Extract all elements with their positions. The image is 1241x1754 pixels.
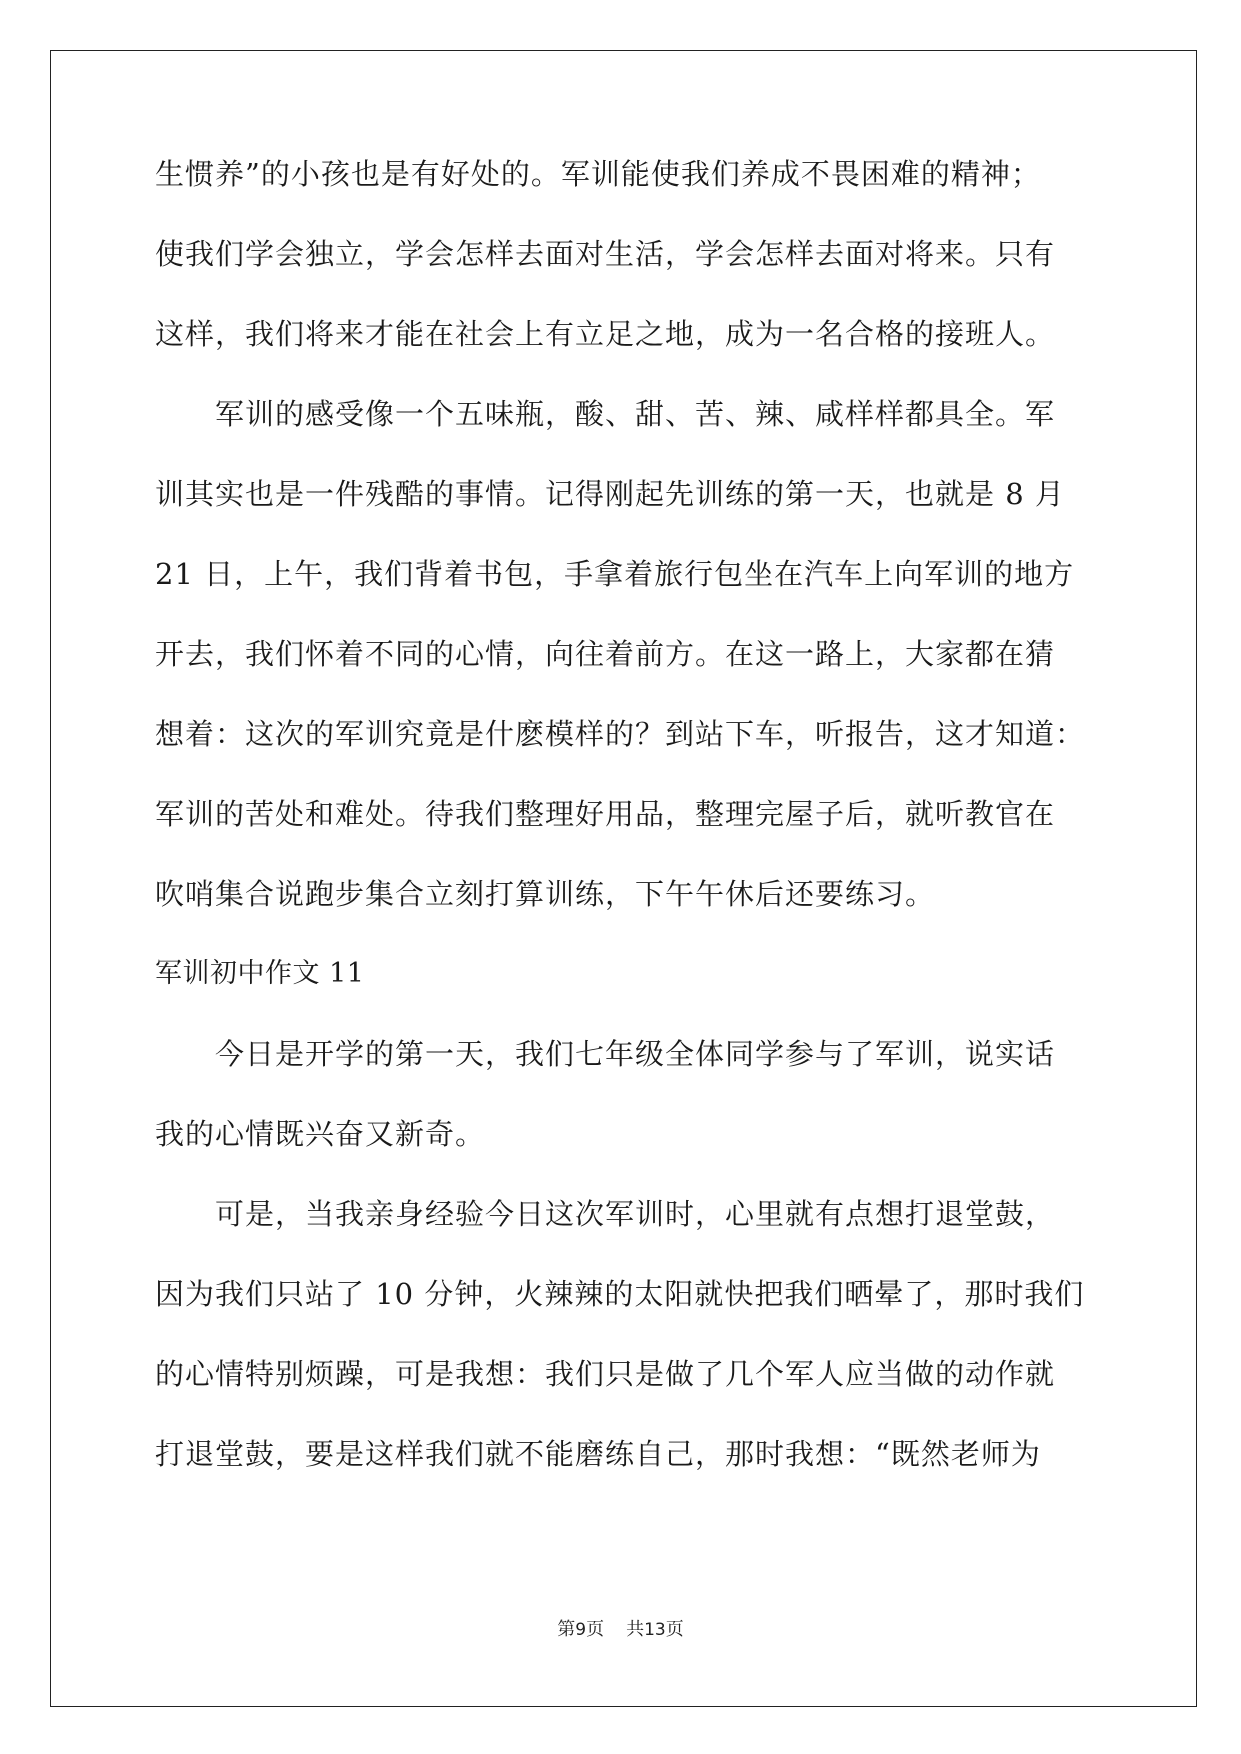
page-suffix: 页: [586, 1619, 605, 1640]
text-line: 军训的苦处和难处。待我们整理好用品，整理完屋子后，就听教官在: [155, 797, 1056, 831]
text-line: 的心情特别烦躁，可是我想：我们只是做了几个军人应当做的动作就: [155, 1357, 1056, 1391]
text-line: 可是，当我亲身经验今日这次军训时，心里就有点想打退堂鼓，: [215, 1197, 1056, 1231]
text-line: 21 日，上午，我们背着书包，手拿着旅行包坐在汽车上向军训的地方: [155, 557, 1075, 591]
total-suffix: 页: [665, 1619, 684, 1640]
text-line: 吹哨集合说跑步集合立刻打算训练，下午午休后还要练习。: [155, 877, 936, 911]
total-pages: 13: [644, 1620, 666, 1640]
page-footer: [0, 1615, 1241, 1641]
text-line: 军训的感受像一个五味瓶，酸、甜、苦、辣、咸样样都具全。军: [215, 397, 1056, 431]
text-line: 这样，我们将来才能在社会上有立足之地，成为一名合格的接班人。: [155, 317, 1056, 351]
text-line: 使我们学会独立，学会怎样去面对生活，学会怎样去面对将来。只有: [155, 237, 1056, 271]
text-line: 我的心情既兴奋又新奇。: [155, 1117, 486, 1151]
section-heading: 军训初中作文 11: [155, 958, 365, 989]
text-line: 打退堂鼓，要是这样我们就不能磨练自己，那时我想：“既然老师为: [155, 1437, 1041, 1471]
text-line: 生惯养”的小孩也是有好处的。军训能使我们养成不畏困难的精神；: [155, 157, 1041, 191]
text-line: 今日是开学的第一天，我们七年级全体同学参与了军训，说实话: [215, 1037, 1056, 1071]
total-prefix: 共: [626, 1619, 645, 1640]
text-line: 想着：这次的军训究竟是什麽模样的？到站下车，听报告，这才知道：: [155, 717, 1086, 751]
text-line: 训其实也是一件残酷的事情。记得刚起先训练的第一天，也就是 8 月: [155, 477, 1065, 511]
page-prefix: 第: [557, 1619, 576, 1640]
document-body: [155, 148, 1095, 1508]
text-line: 开去，我们怀着不同的心情，向往着前方。在这一路上，大家都在猜: [155, 637, 1056, 671]
page-number: 9: [575, 1620, 587, 1640]
text-line: 因为我们只站了 10 分钟，火辣辣的太阳就快把我们晒晕了，那时我们: [155, 1277, 1085, 1311]
